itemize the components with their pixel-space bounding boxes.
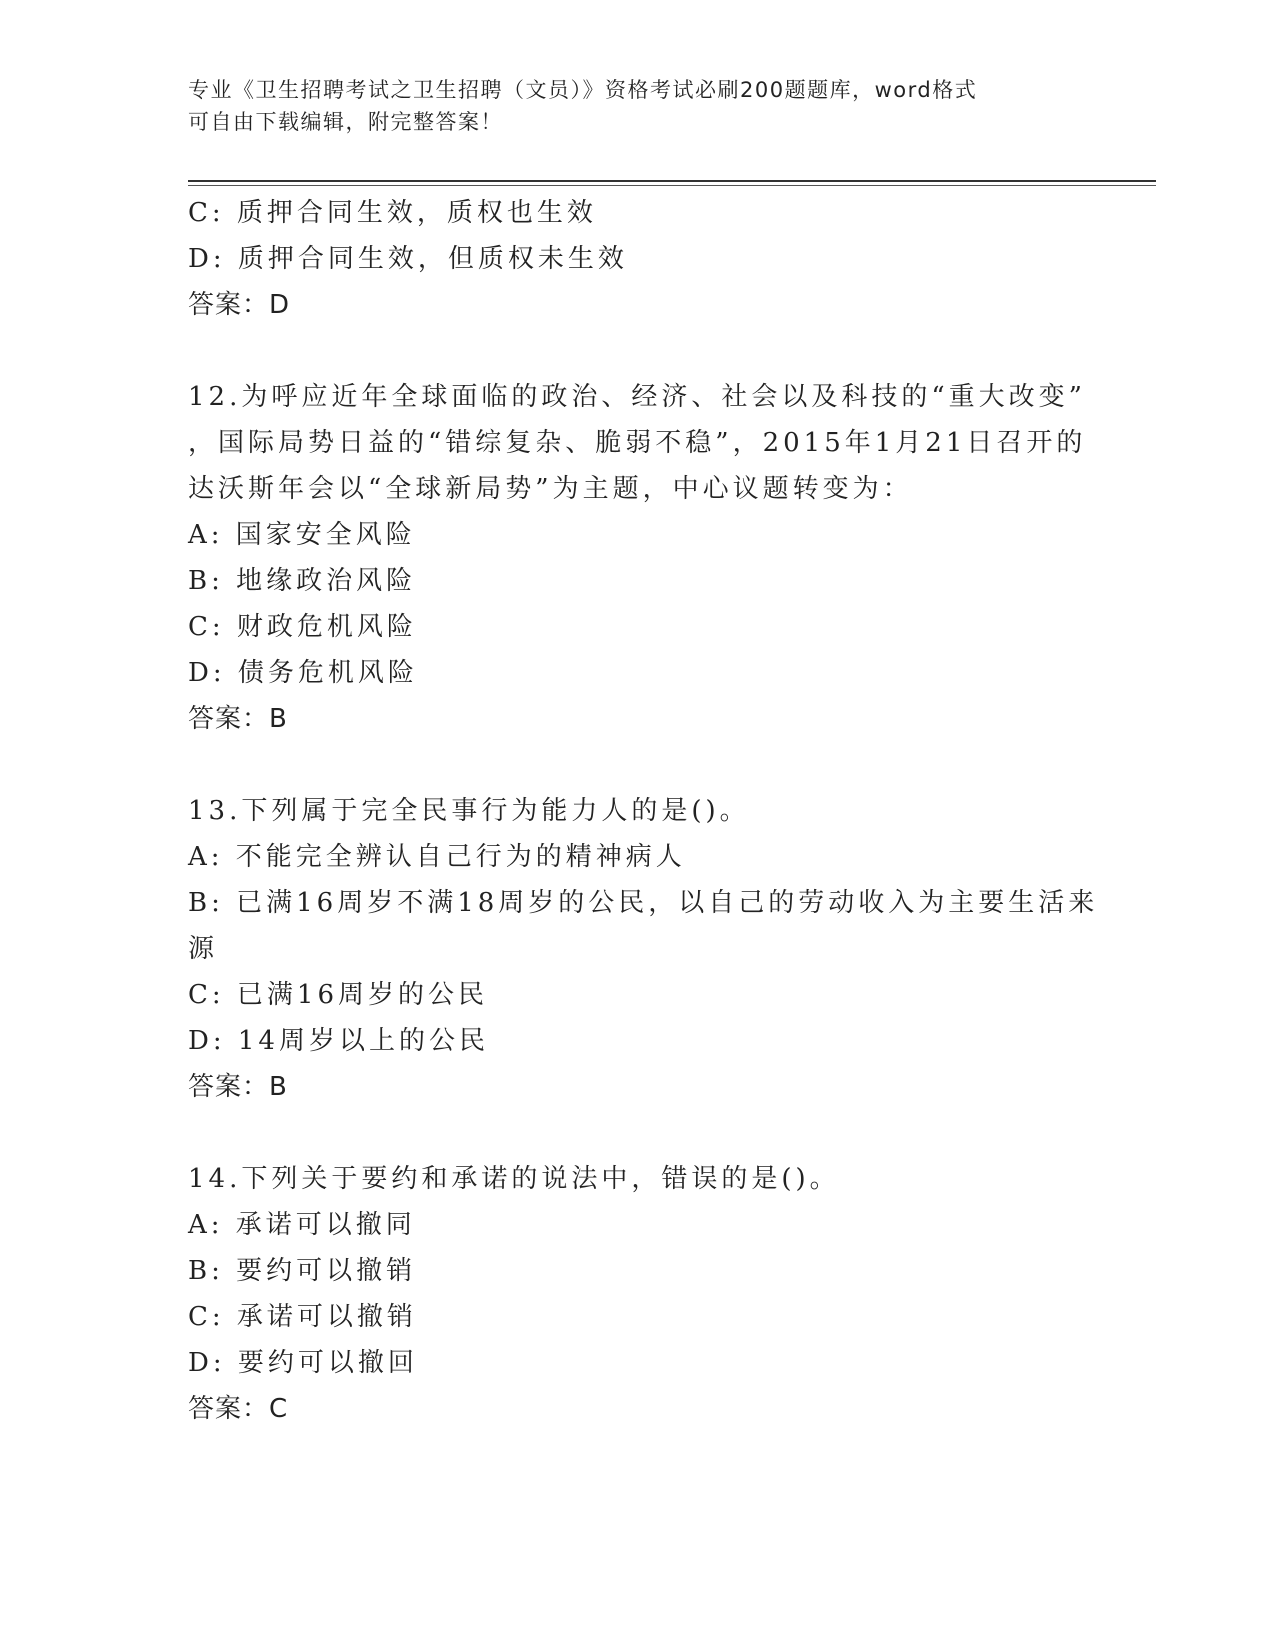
answer-line: 答案：B	[188, 1072, 288, 1102]
option-b: B: 已满16周岁不满18周岁的公民，以自己的劳动收入为主要生活来	[188, 888, 1099, 918]
question-stem-line: 12.为呼应近年全球面临的政治、经济、社会以及科技的“重大改变”	[188, 382, 1086, 412]
question-stem-line: ，国际局势日益的“错综复杂、脆弱不稳”，2015年1月21日召开的	[188, 428, 1087, 458]
document-header	[188, 74, 1068, 138]
question-stem-line: 13.下列属于完全民事行为能力人的是()。	[188, 796, 750, 826]
option-d: D: 债务危机风险	[188, 658, 418, 688]
header-divider-thin	[188, 185, 1156, 186]
option-a: A: 承诺可以撤同	[188, 1210, 416, 1240]
question-stem-line: 14.下列关于要约和承诺的说法中，错误的是()。	[188, 1164, 840, 1194]
option-c: C: 已满16周岁的公民	[188, 980, 489, 1010]
question-spacer	[188, 1110, 1108, 1156]
option-b: B: 地缘政治风险	[188, 566, 417, 596]
question-spacer	[188, 742, 1108, 788]
option-d: D: 质押合同生效，但质权未生效	[188, 244, 628, 274]
option-d: D: 要约可以撤回	[188, 1348, 418, 1378]
question-stem-line: 达沃斯年会以“全球新局势”为主题，中心议题转变为：	[188, 474, 913, 504]
question-content	[188, 190, 1108, 1432]
option-c: C: 财政危机风险	[188, 612, 417, 642]
question-11-tail	[188, 190, 1108, 328]
answer-line: 答案：B	[188, 704, 288, 734]
option-c: C: 质押合同生效，质权也生效	[188, 198, 597, 228]
option-b: B: 要约可以撤销	[188, 1256, 417, 1286]
option-c: C: 承诺可以撤销	[188, 1302, 417, 1332]
question-12	[188, 374, 1108, 742]
option-a: A: 国家安全风险	[188, 520, 416, 550]
header-title-line-1: 专业《卫生招聘考试之卫生招聘（文员）》资格考试必刷200题题库，word格式	[188, 78, 978, 102]
option-d: D: 14周岁以上的公民	[188, 1026, 489, 1056]
option-a: A: 不能完全辨认自己行为的精神病人	[188, 842, 686, 872]
question-13	[188, 788, 1108, 1110]
answer-line: 答案：C	[188, 1394, 289, 1424]
option-b-continuation: 源	[188, 934, 219, 964]
question-14	[188, 1156, 1108, 1432]
answer-line: 答案：D	[188, 290, 291, 320]
header-title-line-2: 可自由下载编辑，附完整答案！	[188, 110, 503, 134]
question-spacer	[188, 328, 1108, 374]
header-divider-thick	[188, 180, 1156, 182]
